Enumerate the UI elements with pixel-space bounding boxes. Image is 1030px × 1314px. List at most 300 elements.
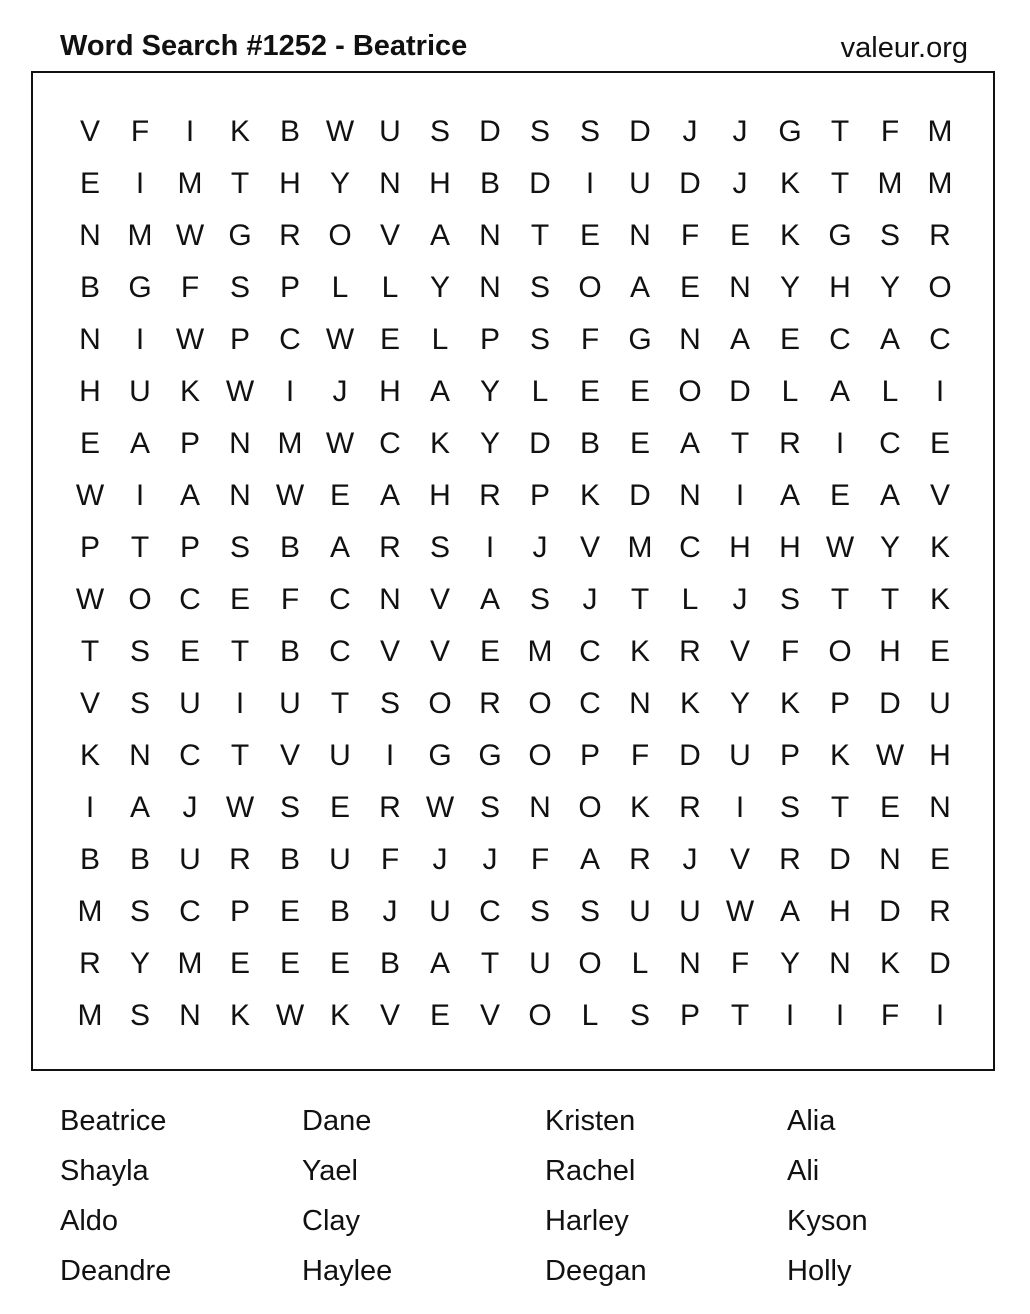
- grid-letter: C: [679, 531, 701, 564]
- grid-letter: B: [579, 427, 600, 460]
- grid-letter: E: [79, 427, 100, 460]
- grid-letter: S: [129, 895, 150, 928]
- grid-letter: C: [179, 739, 201, 772]
- grid-letter: K: [679, 687, 700, 720]
- grid-letter: M: [927, 115, 953, 148]
- puzzle-title: Word Search #1252 - Beatrice: [60, 30, 468, 62]
- grid-letter: E: [679, 271, 700, 304]
- grid-letter: N: [229, 479, 251, 512]
- grid-letter: S: [579, 895, 600, 928]
- grid-letter: A: [379, 479, 400, 512]
- grid-letter: U: [129, 375, 151, 408]
- grid-letter: K: [229, 115, 250, 148]
- grid-letter: A: [779, 895, 800, 928]
- grid-letter: M: [77, 895, 103, 928]
- grid-letter: W: [75, 479, 105, 512]
- grid-letter: T: [480, 947, 500, 980]
- grid-letter: N: [179, 999, 201, 1032]
- grid-letter: O: [128, 583, 152, 616]
- grid-letter: R: [379, 531, 401, 564]
- grid-letter: L: [381, 271, 399, 304]
- grid-letter: C: [579, 635, 601, 668]
- grid-letter: H: [379, 375, 401, 408]
- grid-letter: F: [730, 947, 750, 980]
- grid-letter: Y: [879, 531, 900, 564]
- grid-letter: C: [879, 427, 901, 460]
- grid-row: [33, 314, 993, 366]
- grid-row: [33, 990, 993, 1042]
- word-list-column: [787, 1096, 868, 1296]
- word-list-item: Holly: [787, 1255, 852, 1287]
- grid-letter: Y: [429, 271, 450, 304]
- grid-letter: S: [479, 791, 500, 824]
- grid-letter: F: [380, 843, 400, 876]
- grid-letter: O: [428, 687, 452, 720]
- grid-letter: L: [681, 583, 699, 616]
- grid-letter: B: [279, 843, 300, 876]
- grid-letter: Y: [129, 947, 150, 980]
- grid-letter: A: [429, 219, 450, 252]
- grid-letter: E: [829, 479, 850, 512]
- grid-letter: T: [230, 167, 250, 200]
- grid-letter: J: [732, 167, 748, 200]
- grid-letter: T: [830, 167, 850, 200]
- grid-letter: V: [429, 583, 450, 616]
- grid-row: [33, 938, 993, 990]
- grid-letter: S: [429, 115, 450, 148]
- grid-letter: V: [379, 219, 400, 252]
- grid-letter: B: [279, 115, 300, 148]
- grid-letter: O: [578, 271, 602, 304]
- grid-letter: T: [130, 531, 150, 564]
- grid-letter: A: [429, 375, 450, 408]
- grid-letter: N: [379, 583, 401, 616]
- grid-letter: R: [629, 843, 651, 876]
- grid-letter: E: [179, 635, 200, 668]
- grid-letter: E: [379, 323, 400, 356]
- grid-letter: N: [479, 271, 501, 304]
- grid-letter: E: [729, 219, 750, 252]
- grid-letter: I: [585, 167, 595, 200]
- grid-letter: J: [382, 895, 398, 928]
- grid-row: [33, 210, 993, 262]
- grid-row: [33, 470, 993, 522]
- grid-letter: C: [179, 583, 201, 616]
- grid-letter: W: [725, 895, 755, 928]
- grid-letter: J: [732, 115, 748, 148]
- grid-letter: E: [579, 219, 600, 252]
- grid-letter: I: [785, 999, 795, 1032]
- grid-letter: W: [225, 375, 255, 408]
- grid-letter: N: [629, 219, 651, 252]
- grid-letter: E: [329, 947, 350, 980]
- grid-letter: L: [781, 375, 799, 408]
- grid-letter: E: [279, 895, 300, 928]
- grid-letter: R: [929, 219, 951, 252]
- grid-letter: I: [935, 999, 945, 1032]
- grid-letter: W: [825, 531, 855, 564]
- grid-letter: O: [828, 635, 852, 668]
- grid-letter: B: [379, 947, 400, 980]
- grid-letter: P: [529, 479, 550, 512]
- grid-letter: V: [279, 739, 300, 772]
- grid-letter: I: [485, 531, 495, 564]
- grid-letter: F: [580, 323, 600, 356]
- grid-letter: I: [135, 323, 145, 356]
- grid-letter: F: [180, 271, 200, 304]
- grid-letter: C: [829, 323, 851, 356]
- grid-letter: R: [279, 219, 301, 252]
- grid-letter: T: [230, 739, 250, 772]
- grid-letter: W: [325, 323, 355, 356]
- grid-letter: D: [729, 375, 751, 408]
- grid-letter: G: [778, 115, 802, 148]
- word-list-item: Haylee: [302, 1255, 393, 1287]
- grid-letter: E: [479, 635, 500, 668]
- grid-letter: J: [732, 583, 748, 616]
- grid-letter: U: [529, 947, 551, 980]
- grid-letter: O: [578, 947, 602, 980]
- word-list-item: Clay: [302, 1205, 361, 1237]
- grid-letter: R: [479, 687, 501, 720]
- grid-letter: A: [129, 427, 150, 460]
- grid-letter: H: [829, 271, 851, 304]
- grid-letter: S: [879, 219, 900, 252]
- grid-letter: W: [75, 583, 105, 616]
- grid-letter: N: [679, 479, 701, 512]
- grid-letter: O: [528, 999, 552, 1032]
- grid-letter: Y: [779, 947, 800, 980]
- grid-letter: R: [379, 791, 401, 824]
- grid-letter: Y: [479, 427, 500, 460]
- grid-letter: F: [130, 115, 150, 148]
- grid-letter: H: [429, 479, 451, 512]
- grid-letter: K: [629, 635, 650, 668]
- grid-letter: K: [929, 531, 950, 564]
- grid-letter: V: [929, 479, 950, 512]
- grid-letter: F: [780, 635, 800, 668]
- grid-letter: G: [228, 219, 252, 252]
- grid-letter: M: [627, 531, 653, 564]
- grid-letter: V: [729, 635, 750, 668]
- grid-letter: K: [829, 739, 850, 772]
- grid-letter: O: [528, 687, 552, 720]
- grid-letter: C: [279, 323, 301, 356]
- grid-letter: K: [79, 739, 100, 772]
- grid-letter: L: [631, 947, 649, 980]
- grid-letter: I: [235, 687, 245, 720]
- grid-letter: W: [175, 323, 205, 356]
- site-name: valeur.org: [840, 32, 968, 64]
- word-list-item: Kristen: [545, 1105, 636, 1137]
- grid-letter: J: [682, 115, 698, 148]
- grid-letter: P: [229, 895, 250, 928]
- grid-letter: J: [532, 531, 548, 564]
- grid-letter: K: [329, 999, 350, 1032]
- grid-letter: P: [229, 323, 250, 356]
- grid-letter: S: [629, 999, 650, 1032]
- grid-letter: U: [329, 739, 351, 772]
- grid-row: [33, 574, 993, 626]
- grid-letter: A: [829, 375, 850, 408]
- grid-letter: H: [729, 531, 751, 564]
- grid-letter: S: [529, 895, 550, 928]
- grid-letter: V: [729, 843, 750, 876]
- grid-letter: N: [679, 947, 701, 980]
- grid-letter: F: [680, 219, 700, 252]
- grid-letter: K: [579, 479, 600, 512]
- grid-letter: T: [830, 583, 850, 616]
- grid-letter: P: [179, 427, 200, 460]
- grid-letter: I: [185, 115, 195, 148]
- grid-letter: I: [285, 375, 295, 408]
- grid-letter: E: [929, 635, 950, 668]
- grid-letter: N: [229, 427, 251, 460]
- grid-letter: T: [830, 791, 850, 824]
- grid-letter: T: [730, 999, 750, 1032]
- grid-letter: C: [179, 895, 201, 928]
- word-list-column: [60, 1096, 171, 1296]
- grid-letter: S: [779, 583, 800, 616]
- grid-letter: P: [479, 323, 500, 356]
- grid-letter: I: [135, 479, 145, 512]
- grid-letter: A: [779, 479, 800, 512]
- grid-letter: N: [729, 271, 751, 304]
- grid-row: [33, 886, 993, 938]
- grid-letter: U: [729, 739, 751, 772]
- grid-letter: B: [279, 635, 300, 668]
- grid-letter: T: [880, 583, 900, 616]
- grid-letter: L: [531, 375, 549, 408]
- grid-letter: Y: [329, 167, 350, 200]
- grid-letter: I: [935, 375, 945, 408]
- grid-letter: U: [429, 895, 451, 928]
- grid-letter: D: [629, 115, 651, 148]
- grid-letter: E: [879, 791, 900, 824]
- grid-letter: V: [379, 999, 400, 1032]
- grid-row: [33, 834, 993, 886]
- grid-letter: O: [928, 271, 952, 304]
- grid-letter: P: [829, 687, 850, 720]
- grid-letter: U: [629, 895, 651, 928]
- grid-letter: N: [129, 739, 151, 772]
- grid-letter: E: [579, 375, 600, 408]
- grid-letter: J: [332, 375, 348, 408]
- grid-letter: V: [79, 115, 100, 148]
- word-list-item: Aldo: [60, 1205, 119, 1237]
- grid-letter: G: [428, 739, 452, 772]
- grid-letter: Y: [479, 375, 500, 408]
- grid-letter: P: [79, 531, 100, 564]
- grid-letter: G: [128, 271, 152, 304]
- grid-row: [33, 626, 993, 678]
- grid-letter: A: [879, 479, 900, 512]
- grid-letter: B: [79, 271, 100, 304]
- grid-row: [33, 418, 993, 470]
- grid-letter: M: [527, 635, 553, 668]
- grid-letter: O: [578, 791, 602, 824]
- grid-letter: V: [79, 687, 100, 720]
- grid-letter: P: [779, 739, 800, 772]
- grid-letter: W: [275, 479, 305, 512]
- grid-letter: D: [679, 739, 701, 772]
- grid-letter: E: [329, 791, 350, 824]
- grid-letter: P: [579, 739, 600, 772]
- grid-letter: T: [530, 219, 550, 252]
- grid-letter: L: [581, 999, 599, 1032]
- grid-letter: U: [929, 687, 951, 720]
- grid-letter: E: [629, 427, 650, 460]
- grid-letter: P: [179, 531, 200, 564]
- grid-row: [33, 730, 993, 782]
- grid-letter: S: [129, 999, 150, 1032]
- grid-letter: T: [330, 687, 350, 720]
- grid-letter: W: [275, 999, 305, 1032]
- grid-letter: R: [929, 895, 951, 928]
- grid-letter: O: [528, 739, 552, 772]
- grid-letter: F: [530, 843, 550, 876]
- grid-letter: S: [129, 687, 150, 720]
- grid-letter: K: [779, 167, 800, 200]
- grid-letter: A: [429, 947, 450, 980]
- grid-letter: M: [927, 167, 953, 200]
- word-list-item: Shayla: [60, 1155, 149, 1187]
- grid-letter: E: [429, 999, 450, 1032]
- grid-letter: R: [679, 791, 701, 824]
- word-list-item: Yael: [302, 1155, 358, 1187]
- grid-letter: B: [279, 531, 300, 564]
- grid-letter: R: [479, 479, 501, 512]
- grid-letter: A: [679, 427, 700, 460]
- grid-letter: T: [630, 583, 650, 616]
- grid-letter: J: [432, 843, 448, 876]
- grid-letter: J: [582, 583, 598, 616]
- grid-letter: F: [880, 115, 900, 148]
- grid-letter: S: [779, 791, 800, 824]
- grid-letter: O: [328, 219, 352, 252]
- grid-letter: U: [279, 687, 301, 720]
- grid-letter: B: [79, 843, 100, 876]
- grid-letter: K: [779, 687, 800, 720]
- grid-letter: P: [679, 999, 700, 1032]
- grid-letter: N: [929, 791, 951, 824]
- grid-letter: S: [529, 115, 550, 148]
- grid-letter: S: [529, 271, 550, 304]
- grid-letter: J: [182, 791, 198, 824]
- grid-letter: U: [679, 895, 701, 928]
- grid-letter: D: [679, 167, 701, 200]
- grid-letter: C: [329, 635, 351, 668]
- grid-letter: I: [835, 427, 845, 460]
- grid-letter: N: [529, 791, 551, 824]
- grid-letter: I: [85, 791, 95, 824]
- grid-letter: N: [629, 687, 651, 720]
- grid-letter: V: [479, 999, 500, 1032]
- grid-letter: G: [628, 323, 652, 356]
- grid-letter: K: [929, 583, 950, 616]
- grid-letter: L: [431, 323, 449, 356]
- grid-letter: W: [225, 791, 255, 824]
- grid-letter: M: [277, 427, 303, 460]
- grid-letter: D: [529, 167, 551, 200]
- grid-letter: Y: [729, 687, 750, 720]
- grid-letter: M: [177, 947, 203, 980]
- grid-letter: E: [329, 479, 350, 512]
- grid-letter: S: [279, 791, 300, 824]
- grid-letter: I: [385, 739, 395, 772]
- grid-letter: H: [279, 167, 301, 200]
- grid-letter: M: [77, 999, 103, 1032]
- grid-letter: L: [881, 375, 899, 408]
- grid-letter: R: [679, 635, 701, 668]
- grid-row: [33, 678, 993, 730]
- grid-letter: S: [579, 115, 600, 148]
- grid-letter: H: [429, 167, 451, 200]
- grid-letter: R: [229, 843, 251, 876]
- grid-letter: T: [230, 635, 250, 668]
- word-list-item: Ali: [787, 1155, 820, 1187]
- grid-letter: U: [179, 687, 201, 720]
- grid-letter: M: [127, 219, 153, 252]
- grid-letter: N: [829, 947, 851, 980]
- grid-letter: D: [529, 427, 551, 460]
- grid-letter: W: [875, 739, 905, 772]
- word-list-column: [302, 1096, 392, 1296]
- grid-letter: E: [929, 427, 950, 460]
- grid-letter: I: [135, 167, 145, 200]
- word-list-item: Alia: [787, 1105, 836, 1137]
- grid-letter: V: [579, 531, 600, 564]
- grid-letter: Y: [879, 271, 900, 304]
- grid-letter: N: [679, 323, 701, 356]
- grid-letter: I: [735, 791, 745, 824]
- grid-letter: K: [779, 219, 800, 252]
- grid-letter: S: [229, 271, 250, 304]
- grid-letter: E: [229, 947, 250, 980]
- word-list-item: Kyson: [787, 1205, 868, 1237]
- grid-letter: T: [830, 115, 850, 148]
- grid-letter: U: [179, 843, 201, 876]
- grid-letter: D: [479, 115, 501, 148]
- grid-letter: P: [279, 271, 300, 304]
- word-list-item: Deandre: [60, 1255, 172, 1287]
- grid-letter: S: [379, 687, 400, 720]
- grid-letter: M: [877, 167, 903, 200]
- grid-letter: E: [279, 947, 300, 980]
- grid-letter: U: [329, 843, 351, 876]
- grid-letter: B: [329, 895, 350, 928]
- grid-letter: M: [177, 167, 203, 200]
- grid-letter: O: [678, 375, 702, 408]
- grid-letter: D: [879, 687, 901, 720]
- word-list-item: Harley: [545, 1205, 629, 1237]
- grid-letter: V: [429, 635, 450, 668]
- grid-letter: U: [629, 167, 651, 200]
- grid-letter: S: [129, 635, 150, 668]
- word-list-item: Deegan: [545, 1255, 647, 1287]
- grid-letter: J: [482, 843, 498, 876]
- grid-letter: C: [329, 583, 351, 616]
- grid-letter: A: [129, 791, 150, 824]
- grid-letter: A: [579, 843, 600, 876]
- grid-letter: K: [879, 947, 900, 980]
- grid-letter: H: [79, 375, 101, 408]
- grid-letter: A: [479, 583, 500, 616]
- grid-letter: N: [79, 323, 101, 356]
- grid-letter: D: [629, 479, 651, 512]
- grid-letter: D: [929, 947, 951, 980]
- grid-letter: W: [325, 427, 355, 460]
